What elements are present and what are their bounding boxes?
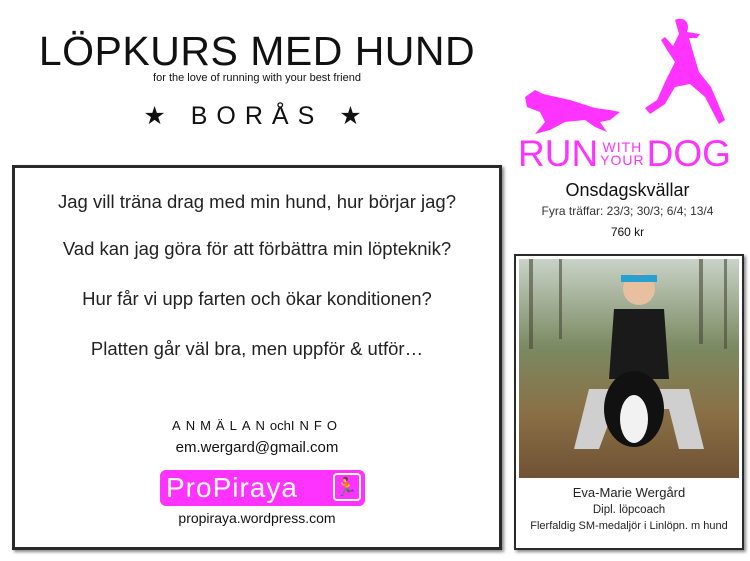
course-price: 760 kr	[610, 225, 645, 239]
info-word: INFO	[290, 418, 342, 433]
course-day: Onsdagskvällar	[565, 180, 690, 200]
questions-box	[12, 165, 502, 550]
city-heading: ★ BORÅS ★	[143, 102, 371, 130]
signup-label	[15, 418, 499, 433]
coach-name: Eva-Marie Wergård	[572, 485, 686, 500]
page-title: LÖPKURS MED HUND	[38, 28, 476, 74]
question: Vad kan jag göra för att förbättra min löpteknik?	[62, 238, 452, 259]
question: Platten går väl bra, men uppför & utför…	[90, 338, 424, 359]
runner-silhouette-icon	[645, 19, 725, 124]
coach-merit: Flerfaldig SM-medaljör i Linlöpn. m hund	[530, 520, 728, 532]
coach-title: Dipl. löpcoach	[592, 504, 666, 516]
website-link[interactable]: propiraya.wordpress.com	[178, 510, 336, 526]
runner-icon: 🏃	[333, 473, 361, 501]
coach-card	[514, 254, 744, 550]
logo-with: WITH	[602, 138, 643, 155]
och-word: och	[269, 418, 291, 433]
course-dates: Fyra träffar: 23/3; 30/3; 6/4; 13/4	[541, 204, 714, 218]
propiraya-text: ProPiraya	[166, 472, 298, 503]
email-link[interactable]: em.wergard@gmail.com	[175, 439, 339, 456]
logo-wordmark	[518, 135, 731, 172]
logo-your: YOUR	[600, 151, 645, 168]
question: Hur får vi upp farten och ökar konditionen?	[82, 288, 432, 309]
signup-word: ANMÄLAN	[172, 418, 270, 433]
dog-silhouette-icon	[525, 90, 620, 134]
coach-photo	[519, 259, 739, 478]
subtitle: for the love of running with your best friend	[153, 72, 361, 84]
propiraya-logo	[160, 470, 365, 506]
logo-dog: DOG	[646, 133, 731, 174]
question: Jag vill träna drag med min hund, hur börjar jag?	[58, 191, 456, 212]
logo-run: RUN	[518, 133, 599, 174]
